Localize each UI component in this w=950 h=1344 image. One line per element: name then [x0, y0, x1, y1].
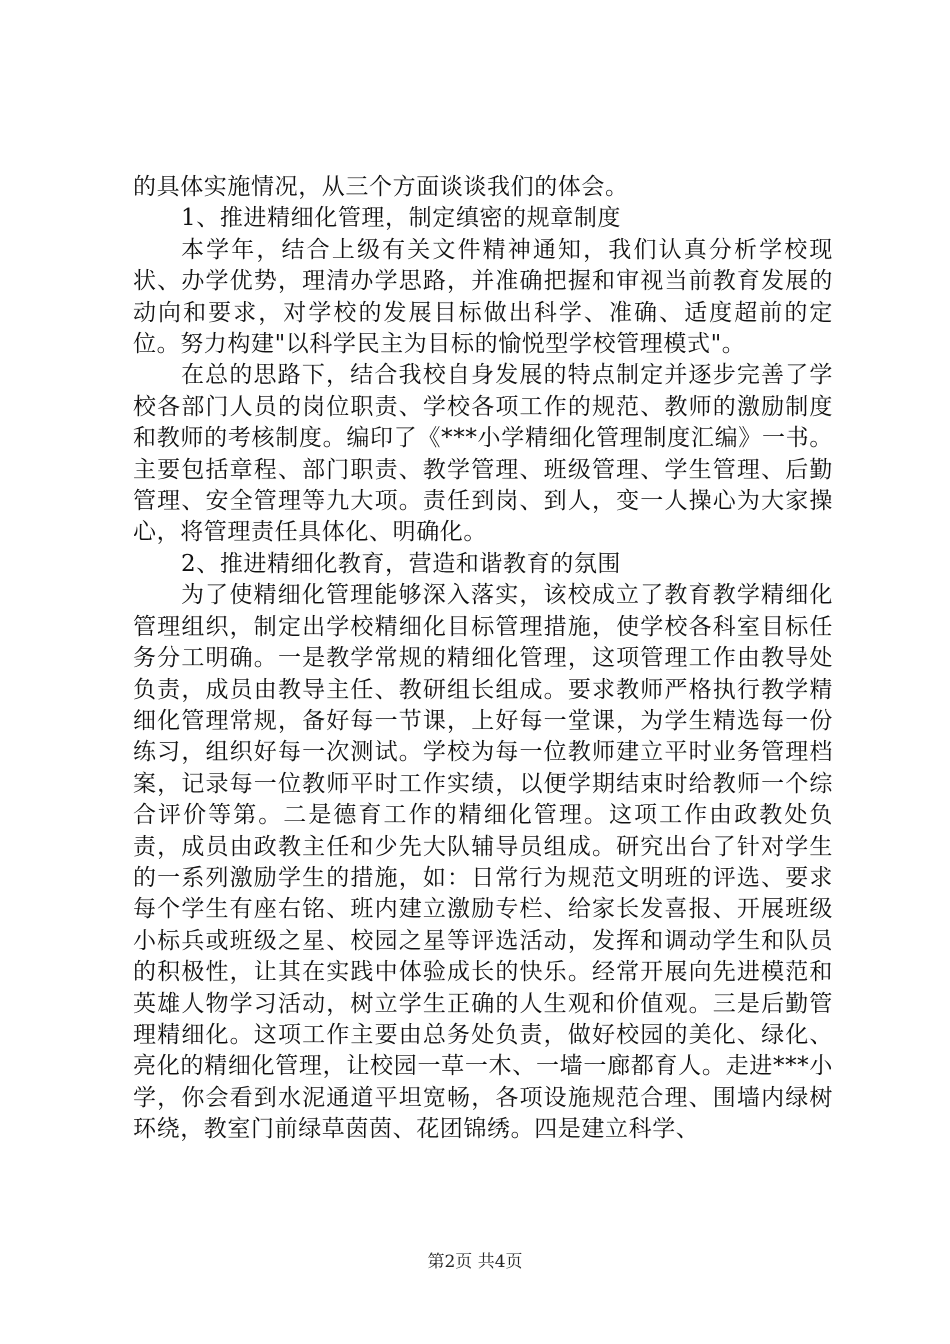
- paragraph: 为了使精细化管理能够深入落实，该校成立了教育教学精细化管理组织，制定出学校精细化目标管理措施，使学校各科室目标任务分工明确。一是教学常规的精细化管理，这项管理工作由教导处负责，成员由教导主任、教研组长组成。要求教师严格执行教学精细化管理常规，备好每一节课，上好每一堂课，为学生精选每一份练习，组织好每一次测试。学校为每一位教师建立平时业务管理档案，记录每一位教师平时工作实绩，以便学期结束时给教师一个综合评价等第。二是德育工作的精细化管理。这项工作由政教处负责，成员由政教主任和少先大队辅导员组成。研究出台了针对学生的一系列激励学生的措施，如：日常行为规范文明班的评选、要求每个学生有座右铭、班内建立激励专栏、给家长发喜报、开展班级小标兵或班级之星、校园之星等评选活动，发挥和调动学生和队员的积极性，让其在实践中体验成长的快乐。经常开展向先进模范和英雄人物学习活动，树立学生正确的人生观和价值观。三是后勤管理精细化。这项工作主要由总务处负责，做好校园的美化、绿化、亮化的精细化管理，让校园一草一木、一墙一廊都育人。走进***小学，你会看到水泥通道平坦宽畅，各项设施规范合理、围墙内绿树环绕，教室门前绿草茵茵、花团锦绣。四是建立科学、: [133, 582, 833, 1143]
- section-heading-1: 1、推进精细化管理，制定缜密的规章制度: [181, 205, 622, 232]
- paragraph: 在总的思路下，结合我校自身发展的特点制定并逐步完善了学校各部门人员的岗位职责、学校各项工作的规范、教师的激励制度和教师的考核制度。编印了《***小学精细化管理制度汇编》一书。主要包括章程、部门职责、教学管理、班级管理、学生管理、后勤管理、安全管理等九大项。责任到岗、到人，变一人操心为大家操心，将管理责任具体化、明确化。: [133, 362, 833, 546]
- paragraph-continuation: 的具体实施情况，从三个方面谈谈我们的体会。: [133, 174, 629, 200]
- page-number-footer: 第2页 共4页: [427, 1252, 523, 1272]
- paragraph: 本学年，结合上级有关文件精神通知，我们认真分析学校现状、办学优势，理清办学思路，并准确把握和审视当前教育发展的动向和要求，对学校的发展目标做出科学、准确、适度超前的定位。努力构建"以科学民主为目标的愉悦型学校管理模式"。: [133, 236, 833, 358]
- section-heading-2: 2、推进精细化教育，营造和谐教育的氛围: [181, 550, 622, 577]
- document-body: [133, 172, 833, 1146]
